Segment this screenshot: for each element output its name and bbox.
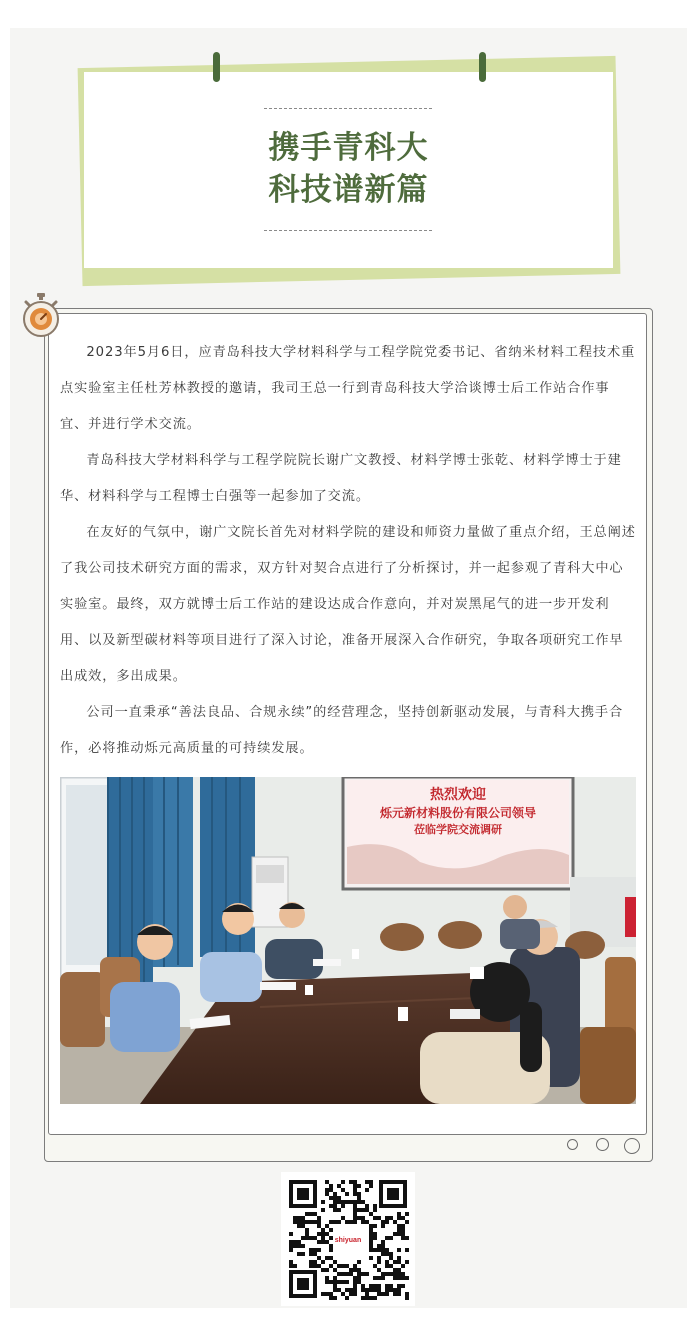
qr-module: [365, 1220, 369, 1224]
qr-module: [373, 1216, 377, 1220]
qr-module: [377, 1256, 381, 1260]
qr-module: [345, 1272, 349, 1276]
qr-module: [321, 1200, 325, 1204]
circle-icon: [567, 1139, 578, 1150]
qr-module: [385, 1264, 389, 1268]
qr-module: [361, 1208, 365, 1212]
qr-module: [325, 1240, 329, 1244]
qr-module: [353, 1208, 357, 1212]
qr-module: [389, 1264, 393, 1268]
qr-module: [305, 1220, 309, 1224]
qr-module: [325, 1276, 329, 1280]
qr-module: [373, 1276, 377, 1280]
qr-module: [401, 1216, 405, 1220]
qr-module: [337, 1280, 341, 1284]
qr-module: [309, 1252, 313, 1256]
qr-module: [325, 1256, 329, 1260]
qr-module: [397, 1216, 401, 1220]
qr-module: [393, 1268, 397, 1272]
qr-module: [369, 1228, 373, 1232]
qr-module: [329, 1228, 333, 1232]
qr-module: [385, 1248, 389, 1252]
qr-module: [353, 1212, 357, 1216]
qr-module: [329, 1204, 333, 1208]
qr-module: [297, 1220, 301, 1224]
qr-module: [333, 1204, 337, 1208]
qr-module: [297, 1244, 301, 1248]
qr-module: [361, 1296, 365, 1300]
qr-module: [377, 1268, 381, 1272]
qr-module: [385, 1292, 389, 1296]
article-paragraph-4: 公司一直秉承“善法良品、合规永续”的经营理念，坚持创新驱动发展，与青科大携手合作，必将推动烁元高质量的可持续发展。: [60, 705, 624, 756]
article-paragraph-2: 青岛科技大学材料科学与工程学院院长谢广文教授、材料学博士张乾、材料学博士于建华、材料科学与工程博士白强等一起参加了交流。: [60, 453, 622, 504]
qr-module: [325, 1268, 329, 1272]
qr-module: [361, 1272, 365, 1276]
qr-module: [377, 1292, 381, 1296]
qr-module: [321, 1292, 325, 1296]
qr-module: [337, 1196, 341, 1200]
qr-module: [397, 1248, 401, 1252]
qr-module: [297, 1252, 301, 1256]
qr-module: [349, 1220, 353, 1224]
qr-module: [405, 1292, 409, 1296]
qr-module: [353, 1276, 357, 1280]
qr-module: [377, 1284, 381, 1288]
qr-module: [301, 1224, 305, 1228]
qr-module: [349, 1288, 353, 1292]
qr-module: [397, 1272, 401, 1276]
qr-module: [381, 1292, 385, 1296]
qr-module: [341, 1216, 345, 1220]
qr-module: [369, 1288, 373, 1292]
qr-module: [353, 1288, 357, 1292]
qr-module: [381, 1224, 385, 1228]
qr-module: [405, 1220, 409, 1224]
qr-module: [309, 1248, 313, 1252]
qr-module: [341, 1264, 345, 1268]
qr-module: [373, 1224, 377, 1228]
qr-module: [349, 1268, 353, 1272]
banner-line-3: 莅临学院交流调研: [414, 824, 502, 836]
qr-module: [369, 1256, 373, 1260]
qr-module: [345, 1296, 349, 1300]
qr-module: [309, 1220, 313, 1224]
qr-module: [309, 1212, 313, 1216]
qr-module: [317, 1216, 321, 1220]
qr-module: [361, 1200, 365, 1204]
qr-module: [321, 1240, 325, 1244]
qr-module: [361, 1288, 365, 1292]
qr-module: [361, 1220, 365, 1224]
qr-module: [357, 1216, 361, 1220]
qr-module: [293, 1216, 297, 1220]
qr-module: [381, 1220, 385, 1224]
qr-module: [393, 1272, 397, 1276]
qr-module: [337, 1184, 341, 1188]
qr-module: [401, 1224, 405, 1228]
qr-module: [373, 1284, 377, 1288]
qr-module: [329, 1296, 333, 1300]
qr-module: [353, 1220, 357, 1224]
qr-module: [385, 1284, 389, 1288]
qr-module: [397, 1292, 401, 1296]
qr-module: [349, 1292, 353, 1296]
qr-module: [289, 1244, 293, 1248]
qr-module: [345, 1288, 349, 1292]
circle-icon: [596, 1138, 609, 1151]
qr-module: [333, 1208, 337, 1212]
qr-module: [305, 1212, 309, 1216]
qr-module: [333, 1280, 337, 1284]
qr-module: [365, 1288, 369, 1292]
qr-module: [365, 1204, 369, 1208]
qr-module: [401, 1264, 405, 1268]
qr-module: [289, 1248, 293, 1252]
qr-module: [381, 1272, 385, 1276]
qr-module: [293, 1264, 297, 1268]
qr-code[interactable]: [281, 1172, 415, 1306]
qr-module: [385, 1236, 389, 1240]
qr-module: [301, 1236, 305, 1240]
qr-module: [317, 1256, 321, 1260]
qr-module: [317, 1240, 321, 1244]
qr-module: [333, 1268, 337, 1272]
qr-module: [385, 1216, 389, 1220]
qr-module: [373, 1236, 377, 1240]
qr-module: [369, 1296, 373, 1300]
qr-module: [353, 1264, 357, 1268]
qr-module: [373, 1264, 377, 1268]
qr-module: [365, 1292, 369, 1296]
qr-module: [393, 1220, 397, 1224]
qr-module: [369, 1284, 373, 1288]
article-paragraph-1: 2023年5月6日，应青岛科技大学材料科学与工程学院党委书记、省纳米材料工程技术重点实验室主任杜芳林教授的邀请，我司王总一行到青岛科技大学洽谈博士后工作站合作事宜、并进行学术交流。: [60, 345, 636, 432]
qr-module: [357, 1192, 361, 1196]
qr-module: [349, 1272, 353, 1276]
qr-module: [325, 1232, 329, 1236]
qr-module: [353, 1184, 357, 1188]
qr-module: [297, 1240, 301, 1244]
qr-module: [345, 1220, 349, 1224]
qr-module: [405, 1260, 409, 1264]
qr-module: [329, 1248, 333, 1252]
qr-module: [369, 1224, 373, 1228]
circle-icon: [624, 1138, 640, 1154]
qr-module: [329, 1188, 333, 1192]
qr-module: [357, 1200, 361, 1204]
qr-module: [377, 1276, 381, 1280]
qr-module: [305, 1232, 309, 1236]
qr-module: [361, 1216, 365, 1220]
qr-module: [353, 1216, 357, 1220]
qr-module: [333, 1220, 337, 1224]
qr-module: [329, 1220, 333, 1224]
qr-module: [341, 1188, 345, 1192]
qr-module: [397, 1276, 401, 1280]
qr-module: [385, 1252, 389, 1256]
qr-module: [329, 1256, 333, 1260]
qr-module: [397, 1284, 401, 1288]
qr-module: [357, 1268, 361, 1272]
qr-module: [317, 1232, 321, 1236]
qr-module: [389, 1288, 393, 1292]
qr-module: [345, 1192, 349, 1196]
qr-module: [369, 1232, 373, 1236]
qr-module: [357, 1272, 361, 1276]
qr-module: [393, 1276, 397, 1280]
qr-module: [357, 1208, 361, 1212]
qr-module: [357, 1280, 361, 1284]
qr-module: [337, 1264, 341, 1268]
qr-module: [337, 1200, 341, 1204]
banner-line-2: 烁元新材料股份有限公司领导: [379, 806, 537, 820]
qr-module: [309, 1260, 313, 1264]
qr-module: [397, 1260, 401, 1264]
qr-module: [341, 1180, 345, 1184]
qr-module: [381, 1248, 385, 1252]
qr-module: [317, 1224, 321, 1228]
qr-module: [357, 1260, 361, 1264]
qr-module: [353, 1268, 357, 1272]
qr-module: [329, 1244, 333, 1248]
qr-module: [345, 1264, 349, 1268]
qr-module: [325, 1224, 329, 1228]
qr-module: [293, 1240, 297, 1244]
qr-module: [353, 1180, 357, 1184]
qr-module: [329, 1292, 333, 1296]
qr-module: [357, 1184, 361, 1188]
qr-module: [301, 1252, 305, 1256]
pin-icon: [213, 52, 220, 82]
qr-module: [333, 1284, 337, 1288]
qr-module: [353, 1280, 357, 1284]
qr-module: [345, 1280, 349, 1284]
qr-module: [309, 1264, 313, 1268]
qr-module: [341, 1204, 345, 1208]
qr-module: [385, 1260, 389, 1264]
qr-module: [365, 1180, 369, 1184]
qr-module: [401, 1232, 405, 1236]
qr-module: [325, 1280, 329, 1284]
qr-module: [333, 1200, 337, 1204]
qr-module: [313, 1252, 317, 1256]
qr-module: [305, 1236, 309, 1240]
qr-module: [377, 1260, 381, 1264]
qr-module: [353, 1192, 357, 1196]
qr-module: [369, 1212, 373, 1216]
qr-module: [329, 1280, 333, 1284]
qr-module: [389, 1216, 393, 1220]
qr-module: [321, 1268, 325, 1272]
qr-module: [313, 1264, 317, 1268]
qr-module: [321, 1232, 325, 1236]
qr-module: [309, 1236, 313, 1240]
qr-module: [329, 1264, 333, 1268]
qr-module: [369, 1248, 373, 1252]
qr-module: [313, 1212, 317, 1216]
qr-module: [353, 1204, 357, 1208]
qr-module: [357, 1196, 361, 1200]
qr-module: [385, 1220, 389, 1224]
qr-module: [361, 1284, 365, 1288]
qr-module: [397, 1232, 401, 1236]
page-title-line1: 携手青科大: [268, 130, 429, 166]
qr-module: [381, 1244, 385, 1248]
qr-module: [289, 1260, 293, 1264]
qr-module: [337, 1272, 341, 1276]
qr-module: [353, 1292, 357, 1296]
qr-module: [365, 1208, 369, 1212]
qr-module: [337, 1220, 341, 1224]
qr-module: [397, 1224, 401, 1228]
qr-module: [389, 1272, 393, 1276]
qr-module: [373, 1208, 377, 1212]
qr-module: [329, 1184, 333, 1188]
qr-module: [341, 1280, 345, 1284]
qr-module: [365, 1188, 369, 1192]
qr-module: [321, 1208, 325, 1212]
qr-module: [397, 1288, 401, 1292]
qr-module: [389, 1252, 393, 1256]
qr-module: [401, 1228, 405, 1232]
qr-module: [325, 1292, 329, 1296]
qr-module: [373, 1296, 377, 1300]
qr-module: [401, 1272, 405, 1276]
qr-module: [373, 1204, 377, 1208]
qr-module: [369, 1236, 373, 1240]
qr-module: [353, 1284, 357, 1288]
qr-module: [405, 1248, 409, 1252]
pin-icon: [479, 52, 486, 82]
meeting-photo: [60, 777, 636, 1104]
qr-module: [365, 1296, 369, 1300]
qr-module: [349, 1200, 353, 1204]
qr-module: [405, 1236, 409, 1240]
qr-module: [301, 1244, 305, 1248]
qr-module: [329, 1196, 333, 1200]
qr-module: [373, 1288, 377, 1292]
qr-module: [401, 1276, 405, 1280]
divider: [264, 230, 432, 231]
qr-module: [353, 1200, 357, 1204]
qr-module: [377, 1216, 381, 1220]
qr-module: [325, 1192, 329, 1196]
qr-module: [401, 1236, 405, 1240]
qr-module: [333, 1276, 337, 1280]
qr-module: [341, 1292, 345, 1296]
qr-module: [369, 1244, 373, 1248]
qr-module: [389, 1256, 393, 1260]
article-body: [60, 335, 636, 767]
page-title-line2: 科技谱新篇: [268, 172, 429, 208]
qr-module: [321, 1260, 325, 1264]
qr-module: [377, 1248, 381, 1252]
qr-module: [369, 1180, 373, 1184]
qr-module: [333, 1296, 337, 1300]
qr-module: [317, 1220, 321, 1224]
qr-module: [301, 1220, 305, 1224]
qr-module: [373, 1232, 377, 1236]
qr-module: [393, 1288, 397, 1292]
qr-module: [369, 1240, 373, 1244]
qr-module: [329, 1236, 333, 1240]
qr-module: [313, 1220, 317, 1224]
qr-module: [317, 1264, 321, 1268]
qr-module: [381, 1240, 385, 1244]
qr-module: [373, 1248, 377, 1252]
qr-module: [301, 1216, 305, 1220]
qr-module: [325, 1188, 329, 1192]
qr-module: [365, 1272, 369, 1276]
qr-module: [337, 1208, 341, 1212]
qr-module: [289, 1232, 293, 1236]
qr-module: [321, 1228, 325, 1232]
qr-module: [393, 1292, 397, 1296]
qr-module: [345, 1200, 349, 1204]
qr-module: [377, 1288, 381, 1292]
qr-module: [297, 1216, 301, 1220]
qr-module: [397, 1256, 401, 1260]
qr-module: [293, 1220, 297, 1224]
qr-module: [317, 1248, 321, 1252]
qr-module: [397, 1228, 401, 1232]
qr-module: [333, 1288, 337, 1292]
qr-module: [389, 1284, 393, 1288]
qr-module: [289, 1240, 293, 1244]
qr-module: [321, 1236, 325, 1240]
divider: [264, 108, 432, 109]
qr-logo: shiyuan: [334, 1237, 362, 1244]
qr-module: [405, 1276, 409, 1280]
qr-module: [297, 1224, 301, 1228]
qr-module: [385, 1288, 389, 1292]
qr-module: [389, 1236, 393, 1240]
qr-module: [405, 1296, 409, 1300]
qr-module: [333, 1192, 337, 1196]
qr-module: [397, 1268, 401, 1272]
qr-module: [349, 1180, 353, 1184]
qr-module: [313, 1248, 317, 1252]
qr-module: [405, 1212, 409, 1216]
qr-module: [377, 1244, 381, 1248]
qr-module: [385, 1272, 389, 1276]
qr-module: [397, 1212, 401, 1216]
qr-module: [305, 1228, 309, 1232]
qr-module: [341, 1200, 345, 1204]
qr-module: [393, 1232, 397, 1236]
qr-module: [341, 1272, 345, 1276]
qr-module: [313, 1236, 317, 1240]
qr-module: [289, 1264, 293, 1268]
qr-module: [401, 1284, 405, 1288]
qr-module: [353, 1188, 357, 1192]
qr-module: [333, 1196, 337, 1200]
qr-module: [333, 1260, 337, 1264]
banner-line-1: 热烈欢迎: [430, 788, 486, 803]
qr-module: [313, 1260, 317, 1264]
article-paragraph-3: 在友好的气氛中，谢广文院长首先对材料学院的建设和师资力量做了重点介绍，王总阐述了我公司技术研究方面的需求，双方针对契合点进行了分析探讨，并一起参观了青科大中心实验室。最终，双方就博士后工作站的建设达成合作意向，并对炭黑尾气的进一步开发利用、以及新型碳材料等项目进行了深入讨论，准备开展深入合作研究，争取各项研究工作早出成效，多出成果。: [60, 525, 636, 684]
stopwatch-icon: [20, 292, 62, 338]
qr-module: [393, 1260, 397, 1264]
qr-module: [369, 1184, 373, 1188]
qr-module: [293, 1244, 297, 1248]
qr-module: [381, 1252, 385, 1256]
qr-module: [325, 1180, 329, 1184]
qr-module: [381, 1276, 385, 1280]
qr-module: [337, 1288, 341, 1292]
qr-module: [357, 1276, 361, 1280]
